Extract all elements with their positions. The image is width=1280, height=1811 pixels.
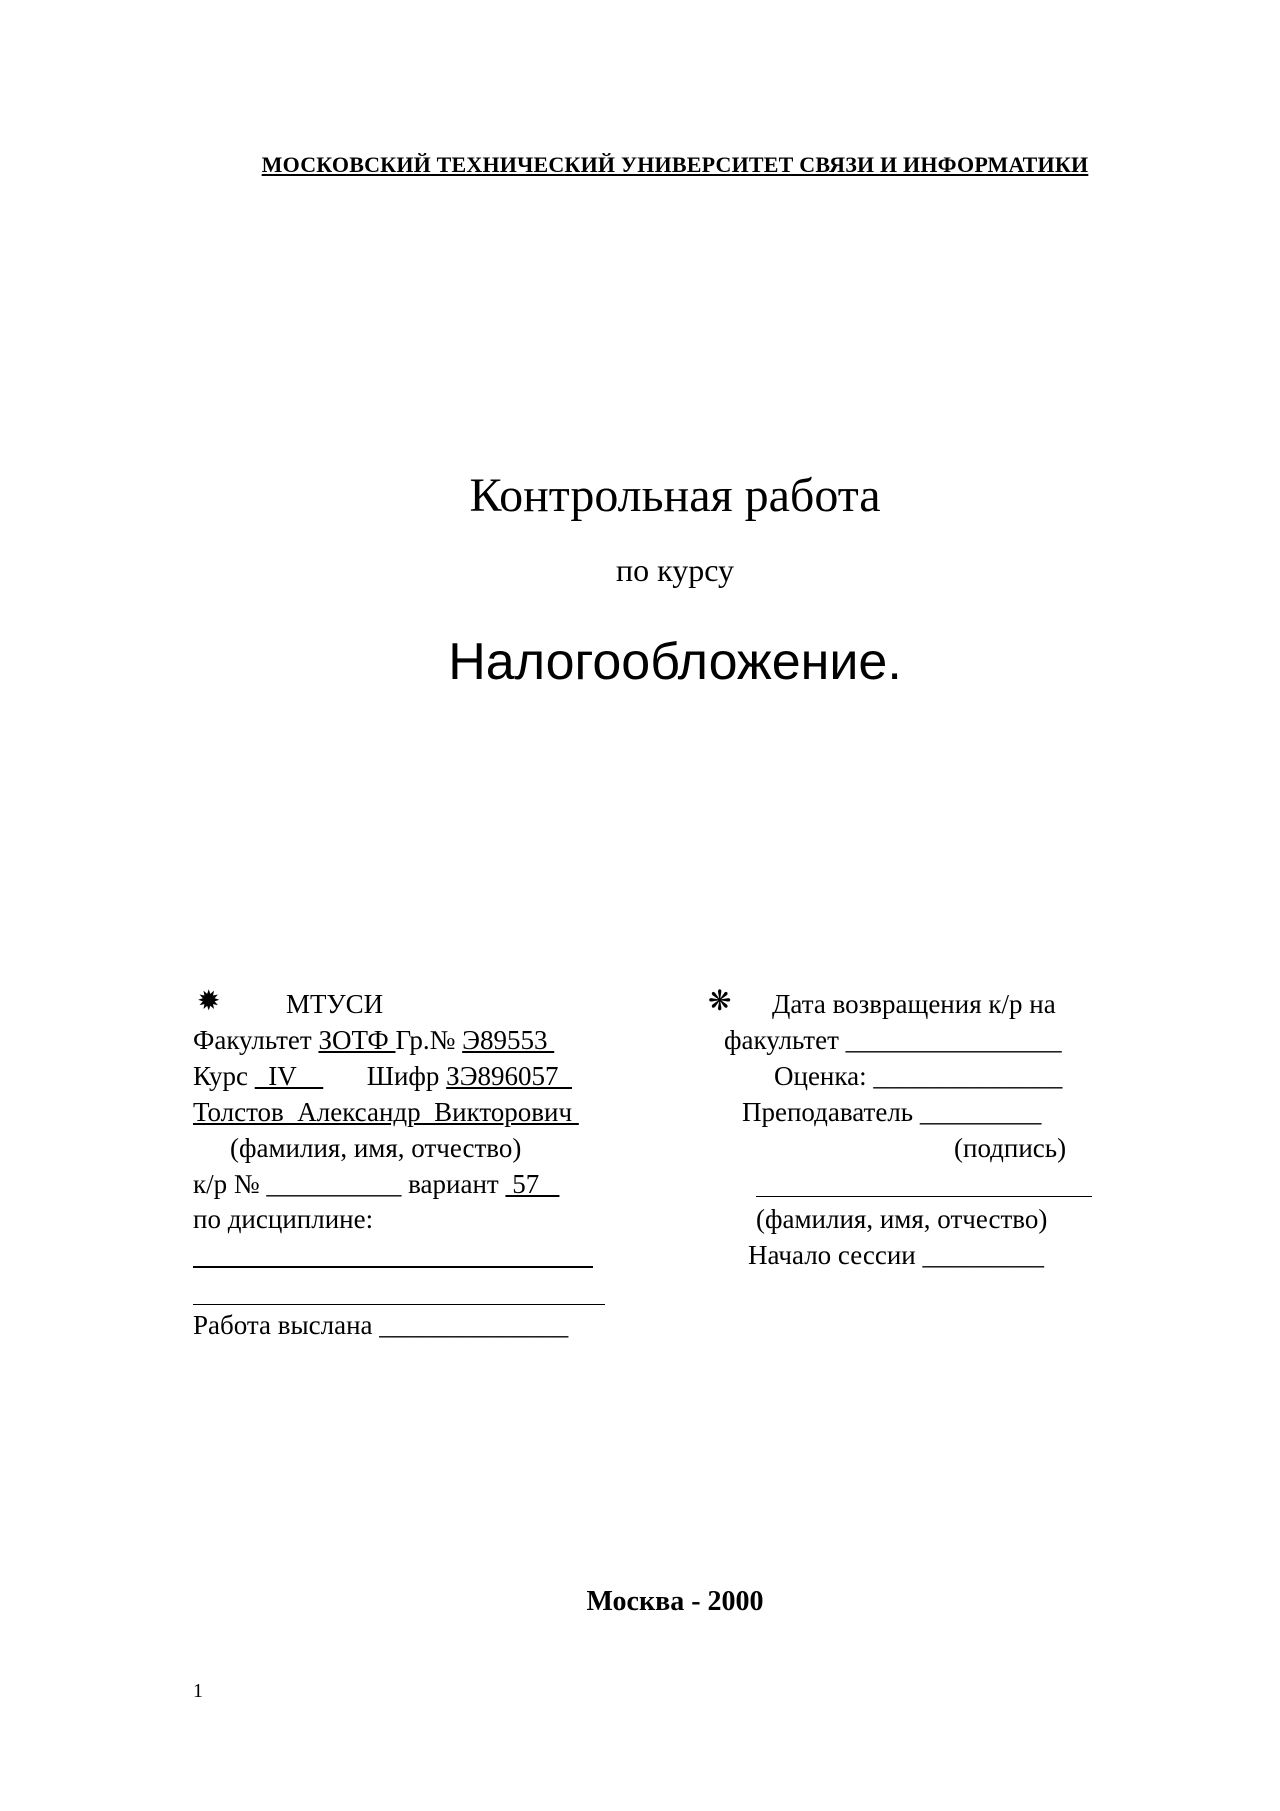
kr-line [193, 1166, 559, 1202]
teacher-label: Преподаватель [742, 1097, 914, 1127]
course-value: IV [254, 1061, 324, 1091]
student-name: Толстов Александр Викторович [193, 1097, 579, 1127]
group-label: Гр.№ [395, 1025, 456, 1055]
kr-label: к/р № [193, 1169, 260, 1199]
course-line [193, 1058, 572, 1094]
return-date-line1: Дата возвращения к/р на [772, 989, 1056, 1019]
variant-value: 57 [505, 1169, 560, 1199]
return-date-blank: ________________ [845, 1025, 1062, 1055]
return-date-line2 [724, 1022, 1062, 1058]
cipher-value: ЗЭ896057 [446, 1061, 573, 1091]
course-name: Налогообложение. [448, 633, 902, 691]
kr-blank: __________ [266, 1169, 402, 1199]
teacher-line [742, 1094, 1041, 1130]
teacher-name-rule [756, 1196, 1092, 1197]
org-abbreviation: МТУСИ [286, 989, 384, 1019]
return-faculty-label: факультет [724, 1025, 839, 1055]
grade-blank: ______________ [873, 1061, 1063, 1091]
discipline-label: по дисциплине: [193, 1204, 374, 1234]
city-year: Москва - 2000 [586, 1586, 764, 1617]
sent-line [193, 1307, 568, 1343]
faculty-label: Факультет [193, 1025, 312, 1055]
course-label: Курс [193, 1061, 248, 1091]
discipline-rule-thin [193, 1304, 605, 1305]
sent-blank: ______________ [379, 1310, 569, 1340]
snowflake-icon: ❋ [708, 984, 732, 1017]
sun-icon: ✹ [197, 984, 221, 1017]
sent-label: Работа выслана [193, 1310, 373, 1340]
group-value: Э89553 [462, 1025, 555, 1055]
signature-caption: (подпись) [954, 1133, 1067, 1163]
document-title: Контрольная работа [469, 469, 881, 522]
cipher-label: Шифр [366, 1061, 440, 1091]
session-line [748, 1237, 1044, 1273]
teacher-name-caption: (фамилия, имя, отчество) [756, 1204, 1048, 1234]
grade-label: Оценка: [774, 1061, 867, 1091]
document-subtitle: по курсу [616, 552, 734, 588]
student-name-caption: (фамилия, имя, отчество) [230, 1133, 522, 1163]
variant-label: вариант [408, 1169, 499, 1199]
faculty-value: ЗОТФ [318, 1025, 396, 1055]
grade-line [774, 1058, 1062, 1094]
session-label: Начало сессии [748, 1240, 916, 1270]
page-number: 1 [193, 1680, 203, 1702]
discipline-rule-bold [193, 1266, 593, 1268]
session-blank: _________ [922, 1240, 1045, 1270]
university-header: МОСКОВСКИЙ ТЕХНИЧЕСКИЙ УНИВЕРСИТЕТ СВЯЗИ И ИНФОРМАТИКИ [261, 152, 1089, 177]
faculty-line [193, 1022, 554, 1058]
teacher-blank: _________ [919, 1097, 1042, 1127]
